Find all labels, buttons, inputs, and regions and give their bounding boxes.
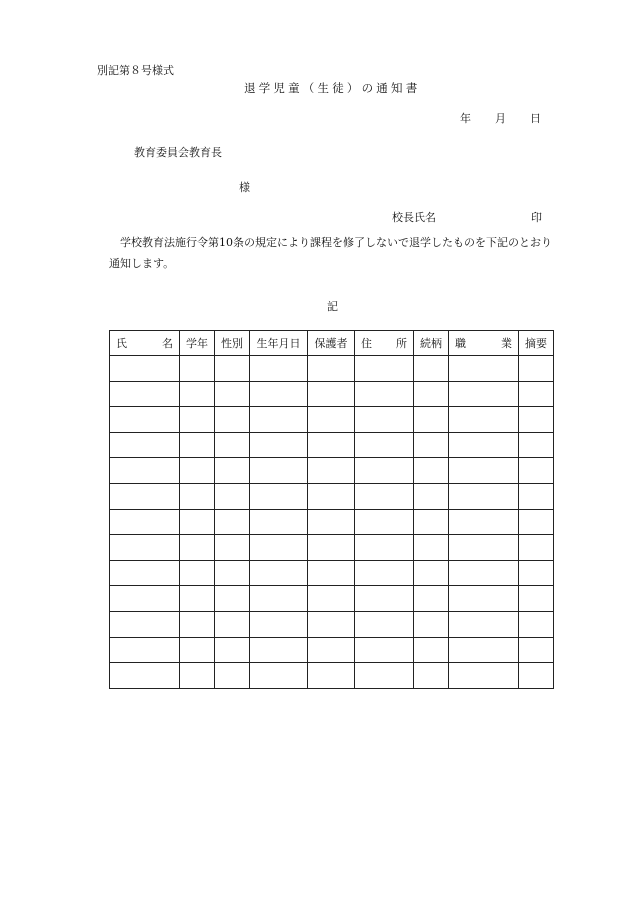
addressee-recipient: 教育委員会教育長 bbox=[134, 146, 222, 159]
cell-grade bbox=[180, 458, 215, 484]
cell-grade bbox=[180, 509, 215, 535]
table-header-row bbox=[110, 331, 554, 356]
ki-label: 記 bbox=[327, 300, 338, 313]
cell-grade bbox=[180, 663, 215, 689]
cell-occupation bbox=[449, 637, 519, 663]
table-row bbox=[110, 586, 554, 612]
cell-occupation bbox=[449, 586, 519, 612]
cell-name bbox=[110, 586, 180, 612]
cell-relation bbox=[414, 637, 449, 663]
cell-occupation bbox=[449, 535, 519, 561]
cell-address bbox=[355, 381, 414, 407]
cell-birthdate bbox=[250, 535, 308, 561]
table-row bbox=[110, 663, 554, 689]
principal-name-label: 校長氏名 bbox=[392, 211, 436, 224]
cell-occupation bbox=[449, 611, 519, 637]
cell-grade bbox=[180, 381, 215, 407]
cell-remarks bbox=[519, 611, 554, 637]
table-row bbox=[110, 611, 554, 637]
cell-guardian bbox=[308, 381, 355, 407]
cell-grade bbox=[180, 407, 215, 433]
withdrawal-table bbox=[109, 330, 554, 689]
table-row bbox=[110, 432, 554, 458]
header-name bbox=[110, 331, 180, 356]
table-row bbox=[110, 356, 554, 382]
header-address bbox=[355, 331, 414, 356]
cell-address bbox=[355, 458, 414, 484]
cell-remarks bbox=[519, 663, 554, 689]
cell-remarks bbox=[519, 637, 554, 663]
cell-occupation bbox=[449, 356, 519, 382]
cell-occupation bbox=[449, 458, 519, 484]
cell-sex bbox=[215, 458, 250, 484]
cell-guardian bbox=[308, 560, 355, 586]
cell-remarks bbox=[519, 407, 554, 433]
cell-birthdate bbox=[250, 663, 308, 689]
cell-name bbox=[110, 483, 180, 509]
cell-sex bbox=[215, 611, 250, 637]
table-row bbox=[110, 381, 554, 407]
cell-remarks bbox=[519, 483, 554, 509]
cell-birthdate bbox=[250, 483, 308, 509]
cell-name bbox=[110, 407, 180, 433]
header-remarks: 摘要 bbox=[519, 331, 554, 356]
cell-guardian bbox=[308, 432, 355, 458]
cell-grade bbox=[180, 483, 215, 509]
cell-birthdate bbox=[250, 458, 308, 484]
body-text: 学校教育法施行令第10条の規定により課程を修了しないで退学したものを下記のとおり通知します。 bbox=[109, 236, 552, 270]
cell-address bbox=[355, 560, 414, 586]
cell-address bbox=[355, 356, 414, 382]
cell-name bbox=[110, 432, 180, 458]
cell-birthdate bbox=[250, 509, 308, 535]
header-name-part: 名 bbox=[162, 337, 173, 350]
cell-address bbox=[355, 535, 414, 561]
date-year-label: 年 bbox=[460, 112, 471, 125]
cell-name bbox=[110, 535, 180, 561]
table-row bbox=[110, 509, 554, 535]
header-grade: 学年 bbox=[180, 331, 215, 356]
cell-grade bbox=[180, 432, 215, 458]
cell-occupation bbox=[449, 432, 519, 458]
date-line bbox=[460, 110, 541, 126]
cell-relation bbox=[414, 458, 449, 484]
cell-birthdate bbox=[250, 432, 308, 458]
cell-guardian bbox=[308, 483, 355, 509]
document-title: 退学児童（生徒）の通知書 bbox=[244, 81, 421, 95]
cell-guardian bbox=[308, 663, 355, 689]
cell-remarks bbox=[519, 535, 554, 561]
cell-birthdate bbox=[250, 560, 308, 586]
cell-name bbox=[110, 663, 180, 689]
cell-name bbox=[110, 458, 180, 484]
cell-relation bbox=[414, 535, 449, 561]
cell-remarks bbox=[519, 560, 554, 586]
header-name-part: 氏 bbox=[116, 337, 127, 350]
cell-occupation bbox=[449, 483, 519, 509]
cell-address bbox=[355, 586, 414, 612]
cell-sex bbox=[215, 407, 250, 433]
table-row bbox=[110, 483, 554, 509]
cell-sex bbox=[215, 663, 250, 689]
cell-name bbox=[110, 356, 180, 382]
cell-relation bbox=[414, 611, 449, 637]
date-month-label: 月 bbox=[495, 112, 506, 125]
cell-birthdate bbox=[250, 356, 308, 382]
cell-address bbox=[355, 432, 414, 458]
cell-grade bbox=[180, 560, 215, 586]
table-row bbox=[110, 560, 554, 586]
cell-grade bbox=[180, 611, 215, 637]
header-birthdate: 生年月日 bbox=[250, 331, 308, 356]
cell-name bbox=[110, 381, 180, 407]
cell-remarks bbox=[519, 432, 554, 458]
cell-occupation bbox=[449, 560, 519, 586]
cell-occupation bbox=[449, 509, 519, 535]
cell-address bbox=[355, 407, 414, 433]
cell-remarks bbox=[519, 586, 554, 612]
table-body bbox=[110, 356, 554, 689]
cell-sex bbox=[215, 535, 250, 561]
cell-guardian bbox=[308, 356, 355, 382]
cell-sex bbox=[215, 560, 250, 586]
cell-guardian bbox=[308, 535, 355, 561]
table-row bbox=[110, 637, 554, 663]
cell-birthdate bbox=[250, 586, 308, 612]
header-occupation-part: 職 bbox=[455, 337, 466, 350]
cell-name bbox=[110, 560, 180, 586]
cell-occupation bbox=[449, 381, 519, 407]
cell-remarks bbox=[519, 509, 554, 535]
cell-grade bbox=[180, 586, 215, 612]
seal-label: 印 bbox=[531, 211, 542, 224]
cell-address bbox=[355, 483, 414, 509]
cell-guardian bbox=[308, 637, 355, 663]
cell-relation bbox=[414, 663, 449, 689]
table-row bbox=[110, 535, 554, 561]
cell-guardian bbox=[308, 509, 355, 535]
cell-sex bbox=[215, 381, 250, 407]
cell-guardian bbox=[308, 407, 355, 433]
cell-sex bbox=[215, 509, 250, 535]
cell-sex bbox=[215, 483, 250, 509]
header-sex: 性別 bbox=[215, 331, 250, 356]
cell-remarks bbox=[519, 356, 554, 382]
cell-grade bbox=[180, 637, 215, 663]
cell-address bbox=[355, 663, 414, 689]
cell-sex bbox=[215, 432, 250, 458]
cell-relation bbox=[414, 586, 449, 612]
cell-birthdate bbox=[250, 407, 308, 433]
cell-sex bbox=[215, 637, 250, 663]
header-occupation bbox=[449, 331, 519, 356]
cell-address bbox=[355, 509, 414, 535]
cell-relation bbox=[414, 483, 449, 509]
cell-sex bbox=[215, 586, 250, 612]
form-number: 別記第８号様式 bbox=[97, 64, 174, 77]
table-row bbox=[110, 407, 554, 433]
cell-grade bbox=[180, 535, 215, 561]
header-relation: 続柄 bbox=[414, 331, 449, 356]
table-row bbox=[110, 458, 554, 484]
cell-relation bbox=[414, 432, 449, 458]
date-day-label: 日 bbox=[530, 112, 541, 125]
cell-relation bbox=[414, 509, 449, 535]
cell-occupation bbox=[449, 663, 519, 689]
cell-birthdate bbox=[250, 637, 308, 663]
header-guardian: 保護者 bbox=[308, 331, 355, 356]
cell-remarks bbox=[519, 381, 554, 407]
cell-remarks bbox=[519, 458, 554, 484]
cell-birthdate bbox=[250, 611, 308, 637]
cell-name bbox=[110, 611, 180, 637]
cell-relation bbox=[414, 381, 449, 407]
cell-birthdate bbox=[250, 381, 308, 407]
cell-occupation bbox=[449, 407, 519, 433]
header-address-part: 所 bbox=[396, 337, 407, 350]
cell-guardian bbox=[308, 458, 355, 484]
cell-relation bbox=[414, 356, 449, 382]
cell-relation bbox=[414, 407, 449, 433]
cell-name bbox=[110, 637, 180, 663]
cell-address bbox=[355, 611, 414, 637]
cell-guardian bbox=[308, 611, 355, 637]
header-address-part: 住 bbox=[361, 337, 372, 350]
cell-grade bbox=[180, 356, 215, 382]
header-occupation-part: 業 bbox=[501, 337, 512, 350]
addressee-honorific: 様 bbox=[239, 181, 250, 194]
cell-address bbox=[355, 637, 414, 663]
cell-sex bbox=[215, 356, 250, 382]
cell-guardian bbox=[308, 586, 355, 612]
cell-relation bbox=[414, 560, 449, 586]
cell-name bbox=[110, 509, 180, 535]
